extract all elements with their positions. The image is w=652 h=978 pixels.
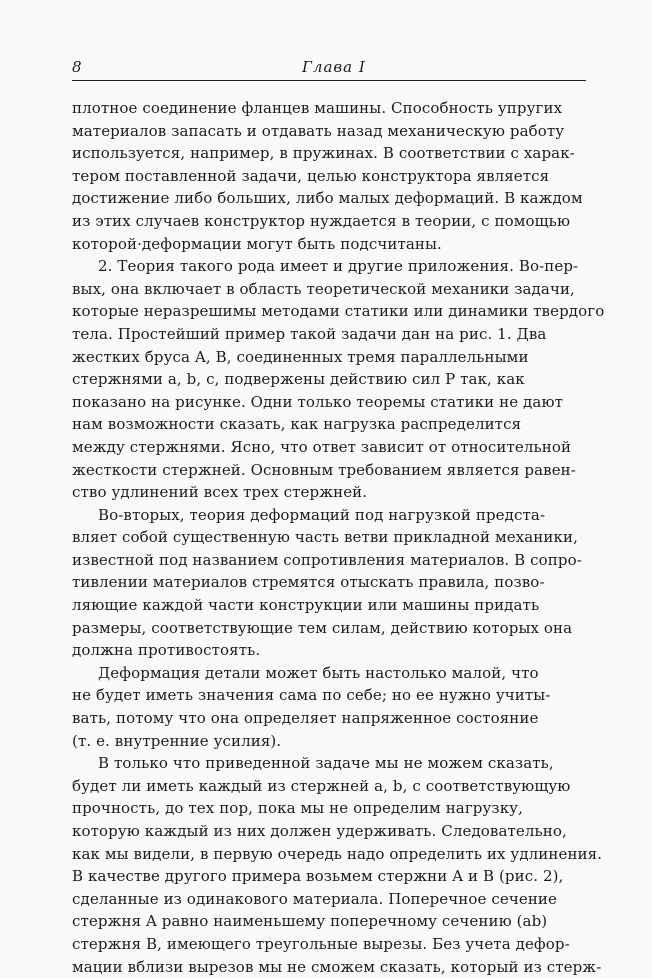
text-line: стержня A равно наименьшему поперечному сечению (ab) [72, 912, 548, 931]
text-line: тером поставленной задачи, целью конструктора является [72, 166, 550, 185]
text-line: достижение либо больших, либо малых деформаций. В каждом [72, 189, 583, 208]
text-line: 2. Теория такого рода имеет и другие приложения. Во-пер- [98, 257, 579, 276]
text-line: (т. е. внутренние усилия). [72, 731, 282, 750]
text-line: стержня B, имеющего треугольные вырезы. Без учета дефор- [72, 934, 570, 953]
text-line: тивлении материалов стремятся отыскать правила, позво- [72, 573, 545, 592]
text-line: вых, она включает в область теоретической механики задачи, [72, 279, 575, 298]
text-line: размеры, соответствующие тем силам, действию которых она [72, 618, 573, 637]
text-line: жесткости стержней. Основным требованием является равен- [72, 460, 576, 479]
paragraph-p2 [72, 255, 605, 504]
text-line: жестких бруса A, B, соединенных тремя параллельными [72, 347, 529, 366]
text-line: Во-вторых, теория деформаций под нагрузкой предста- [98, 505, 546, 524]
text-line: которой·деформации могут быть подсчитаны. [72, 234, 442, 253]
text-line: не будет иметь значения сама по себе; но ее нужно учиты- [72, 686, 551, 705]
text-line: тела. Простейший пример такой задачи дан на рис. 1. Два [72, 324, 547, 343]
text-line: материалов запасать и отдавать назад механическую работу [72, 121, 565, 140]
text-line: Деформация детали может быть настолько малой, что [98, 663, 539, 682]
text-line: стержнями a, b, c, подвержены действию сил P так, как [72, 370, 525, 389]
body-text [72, 97, 605, 978]
text-line: ляющие каждой части конструкции или машины придать [72, 596, 540, 615]
text-line: В качестве другого примера возьмем стержни A и B (рис. 2), [72, 867, 564, 886]
paragraph-p4 [72, 662, 586, 752]
text-line: ство удлинений всех трех стержней. [72, 483, 368, 502]
text-line: нам возможности сказать, как нагрузка распределится [72, 415, 522, 434]
text-line: которые неразрешимы методами статики или динамики твердого [72, 302, 605, 321]
text-line: мации вблизи вырезов мы не сможем сказать, который из стерж- [72, 957, 602, 976]
page-number: 8 [72, 58, 82, 76]
text-line: В только что приведенной задаче мы не можем сказать, [98, 754, 554, 773]
paragraph-p1 [72, 97, 586, 255]
paragraph-p3 [72, 504, 586, 662]
text-line: сделанные из одинакового материала. Поперечное сечение [72, 889, 557, 908]
text-line: которую каждый из них должен удерживать. Следовательно, [72, 822, 567, 840]
text-line: плотное соединение фланцев машины. Способность упругих [72, 99, 563, 117]
text-line: будет ли иметь каждый из стержней a, b, c соответствующую [72, 776, 571, 795]
text-line: используется, например, в пружинах. В соответствии с харак- [72, 144, 575, 163]
paragraph-p5 [72, 752, 603, 978]
text-line: должна противостоять. [72, 641, 261, 660]
text-line: известной под названием сопротивления материалов. В сопро- [72, 550, 582, 569]
text-line: как мы видели, в первую очередь надо определить их удлинения. [72, 844, 603, 863]
text-line: вать, потому что она определяет напряженное состояние [72, 709, 539, 728]
book-page [72, 56, 605, 978]
text-line: вляет собой существенную часть ветви прикладной механики, [72, 528, 578, 547]
chapter-title: Глава I [302, 58, 366, 76]
text-line: показано на рисунке. Одни только теоремы статики не дают [72, 392, 563, 411]
page-header [72, 56, 586, 81]
text-line: между стержнями. Ясно, что ответ зависит от относительной [72, 437, 572, 456]
text-line: из этих случаев конструктор нуждается в теории, с помощью [72, 211, 571, 230]
text-line: прочность, до тех пор, пока мы не определим нагрузку, [72, 799, 523, 818]
